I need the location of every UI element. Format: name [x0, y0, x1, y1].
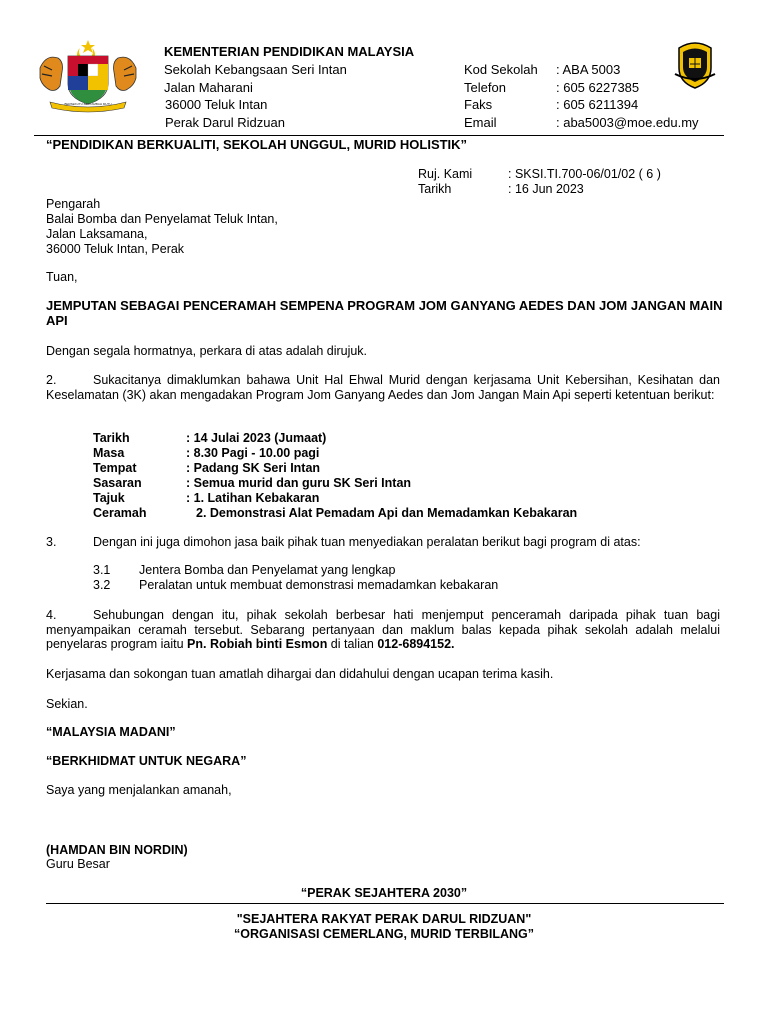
contact-value: : 605 6211394 — [556, 97, 639, 112]
school-crest-logo — [673, 40, 717, 90]
detail-label: Masa — [93, 446, 125, 460]
slogan-berkhidmat: “BERKHIDMAT UNTUK NEGARA” — [46, 754, 247, 768]
slogan-malaysia-madani: “MALAYSIA MADANI” — [46, 725, 176, 739]
contact-label: Email — [464, 115, 497, 130]
paragraph-number: 2. — [46, 373, 57, 387]
recipient-line: Jalan Laksamana, — [46, 227, 148, 241]
date-label: Tarikh — [418, 182, 452, 196]
email-value: : aba5003@moe.edu.my — [556, 115, 699, 130]
equipment-item: Peralatan untuk membuat demonstrasi memadamkan kebakaran — [139, 578, 499, 592]
paragraph-number: 4. — [46, 608, 57, 622]
detail-value: : 14 Julai 2023 (Jumaat) — [186, 431, 327, 445]
contact-label: Kod Sekolah — [464, 62, 538, 77]
contact-label: Faks — [464, 97, 493, 112]
reference-label: Ruj. Kami — [418, 167, 473, 181]
detail-value: 2. Demonstrasi Alat Pemadam Api dan Memadamkan Kebakaran — [196, 506, 578, 520]
closing-line: Kerjasama dan sokongan tuan amatlah dihargai dan didahului dengan ucapan terima kasih. — [46, 667, 554, 681]
paragraph-2 — [46, 373, 720, 402]
paragraph-4 — [46, 608, 720, 652]
address-state: Perak Darul Ridzuan — [165, 115, 285, 130]
detail-label: Tarikh — [93, 431, 130, 445]
paragraph-text: di talian — [327, 637, 378, 651]
detail-label: Tajuk — [93, 491, 125, 505]
school-crest-icon — [673, 40, 717, 90]
contact-value: : 605 6227385 — [556, 80, 640, 95]
equipment-item: Jentera Bomba dan Penyelamat yang lengkap — [139, 563, 396, 577]
date-value: : 16 Jun 2023 — [508, 182, 584, 196]
sekian: Sekian. — [46, 697, 88, 711]
letter-subject: JEMPUTAN SEBAGAI PENCERAMAH SEMPENA PROGRAM JOM GANYANG AEDES DAN JOM JANGAN MAIN API — [46, 298, 723, 328]
item-number: 3.2 — [93, 578, 111, 592]
paragraph-number: 3. — [46, 535, 57, 549]
address-postcode: 36000 Teluk Intan — [165, 97, 268, 112]
detail-value: : 1. Latihan Kebakaran — [186, 491, 320, 505]
footer-slogan-1: "SEJAHTERA RAKYAT PERAK DARUL RIDZUAN" — [236, 912, 532, 926]
footer-divider — [46, 903, 724, 904]
school-motto: “PENDIDIKAN BERKUALITI, SEKOLAH UNGGUL, MURID HOLISTIK” — [46, 137, 468, 152]
footer-slogan-2: “ORGANISASI CEMERLANG, MURID TERBILANG” — [234, 927, 534, 941]
detail-value: : Padang SK Seri Intan — [186, 461, 321, 475]
header-divider — [34, 135, 724, 136]
address-street: Jalan Maharani — [164, 80, 253, 95]
detail-label: Ceramah — [93, 506, 147, 520]
recipient-line: Balai Bomba dan Penyelamat Teluk Intan, — [46, 212, 278, 226]
detail-label: Sasaran — [93, 476, 142, 490]
signatory-name: (HAMDAN BIN NORDIN) — [46, 843, 188, 857]
detail-value: : 8.30 Pagi - 10.00 pagi — [186, 446, 320, 460]
coat-of-arms-motto: BERSEKUTU BERTAMBAH MUTU — [64, 102, 112, 106]
reference-value: : SKSI.TI.700-06/01/02 ( 6 ) — [508, 167, 661, 181]
coordinator-name: Pn. Robiah binti Esmon — [187, 637, 328, 651]
contact-label: Telefon — [464, 80, 506, 95]
paragraph-3: Dengan ini juga dimohon jasa baik pihak tuan menyediakan peralatan berikut bagi program di atas: — [93, 535, 641, 549]
coat-of-arms-logo — [34, 38, 142, 114]
salutation: Tuan, — [46, 270, 78, 284]
ministry-name: KEMENTERIAN PENDIDIKAN MALAYSIA — [164, 44, 415, 59]
school-name: Sekolah Kebangsaan Seri Intan — [164, 62, 347, 77]
state-slogan: “PERAK SEJAHTERA 2030” — [300, 886, 468, 900]
paragraph-text: Sehubungan dengan itu, pihak sekolah berbesar hati menjemput penceramah daripada pihak tuan bagi menyampaikan ceramah tersebut. Sebarang pertanyaan dan maklum balas kepada pihak sekolah adalah melalui penyelaras program iaitu — [46, 608, 720, 651]
signatory-position: Guru Besar — [46, 857, 110, 871]
contact-value: : ABA 5003 — [556, 62, 621, 77]
recipient-line: Pengarah — [46, 197, 101, 211]
coordinator-phone: 012-6894152. — [377, 637, 455, 651]
detail-value: : Semua murid dan guru SK Seri Intan — [186, 476, 412, 490]
recipient-line: 36000 Teluk Intan, Perak — [46, 242, 185, 256]
opening-line: Dengan segala hormatnya, perkara di atas adalah dirujuk. — [46, 344, 368, 358]
detail-label: Tempat — [93, 461, 137, 475]
sign-off: Saya yang menjalankan amanah, — [46, 783, 232, 797]
paragraph-text: Sukacitanya dimaklumkan bahawa Unit Hal Ehwal Murid dengan kerjasama Unit Kebersihan, Kesihatan dan Keselamatan (3K) akan mengadakan Program Jom Ganyang Aedes dan Jom Jangan Main Api seperti ketentuan berikut: — [46, 373, 720, 402]
item-number: 3.1 — [93, 563, 111, 577]
